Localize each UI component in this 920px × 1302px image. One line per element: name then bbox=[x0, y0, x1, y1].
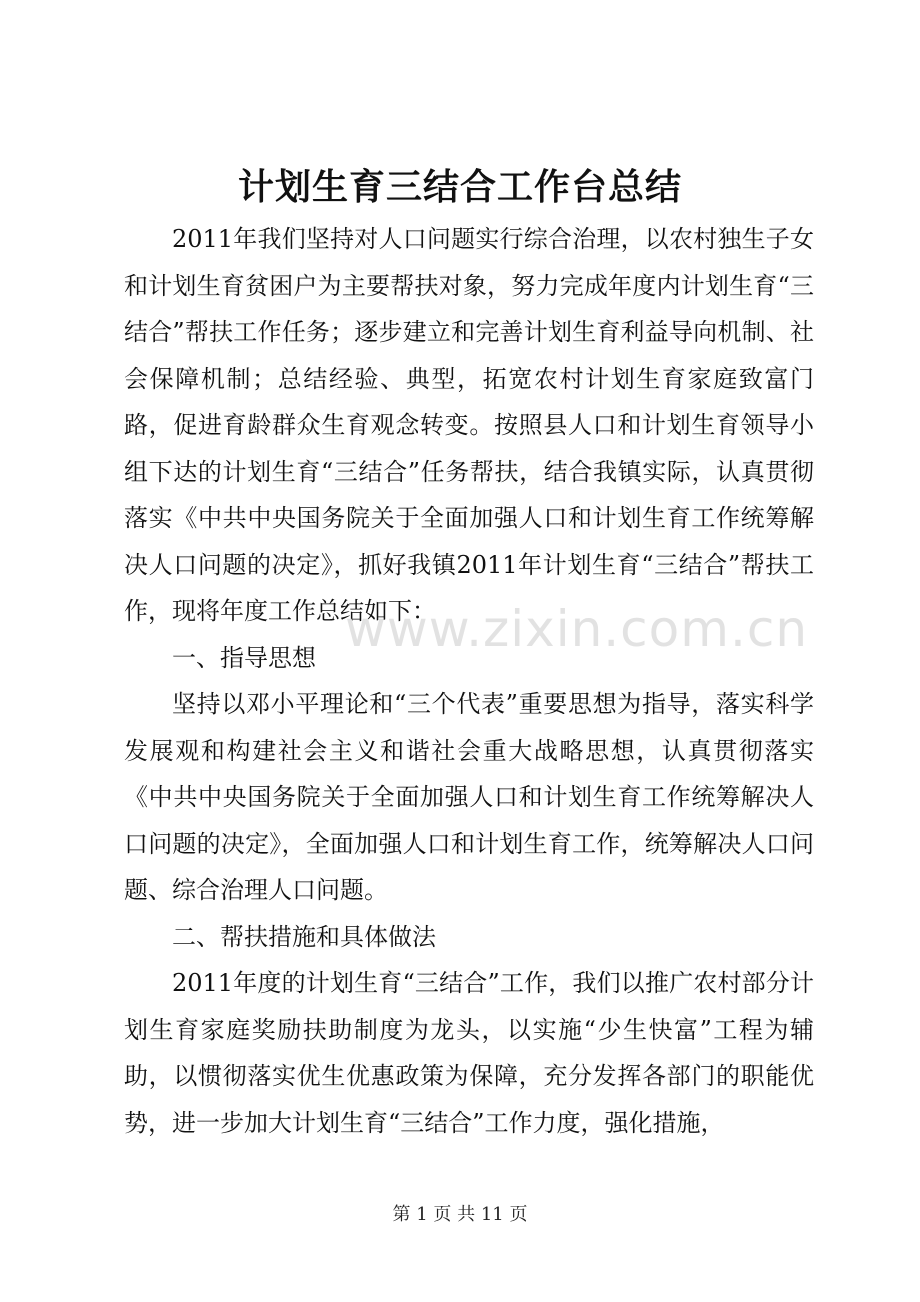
document-body bbox=[124, 216, 814, 1146]
watermark: www.zixin.com.cn bbox=[345, 600, 809, 658]
page-footer: 第 1 页 共 11 页 bbox=[392, 1204, 528, 1225]
paragraph-guiding-ideology: 坚持以邓小平理论和“三个代表”重要思想为指导，落实科学发展观和构建社会主义和谐社会重大战略思想，认真贯彻落实《中共中央国务院关于全面加强人口和计划生育工作统筹解决人口问题的决定》，全面加强人口和计划生育工作，统筹解决人口问题、综合治理人口问题。 bbox=[124, 690, 814, 904]
paragraph-measures: 2011年度的计划生育“三结合”工作，我们以推广农村部分计划生育家庭奖励扶助制度为龙头，以实施“少生快富”工程为辅助，以惯彻落实优生优惠政策为保障，充分发挥各部门的职能优势，进一步加大计划生育“三结合”工作力度，强化措施， bbox=[124, 969, 814, 1137]
paragraph-intro: 2011年我们坚持对人口问题实行综合治理，以农村独生子女和计划生育贫困户为主要帮扶对象，努力完成年度内计划生育“三结合”帮扶工作任务；逐步建立和完善计划生育利益导向机制、社会保障机制；总结经验、典型，拓宽农村计划生育家庭致富门路，促进育龄群众生育观念转变。按照县人口和计划生育领导小组下达的计划生育“三结合”任务帮扶，结合我镇实际，认真贯彻落实《中共中央国务院关于全面加强人口和计划生育工作统筹解决人口问题的决定》，抓好我镇2011年计划生育“三结合”帮扶工作，现将年度工作总结如下： bbox=[124, 225, 814, 625]
document-title: 计划生育三结合工作台总结 bbox=[237, 167, 682, 208]
section-heading-guiding-ideology: 一、指导思想 bbox=[172, 643, 316, 672]
section-heading-measures: 二、帮扶措施和具体做法 bbox=[172, 922, 436, 951]
